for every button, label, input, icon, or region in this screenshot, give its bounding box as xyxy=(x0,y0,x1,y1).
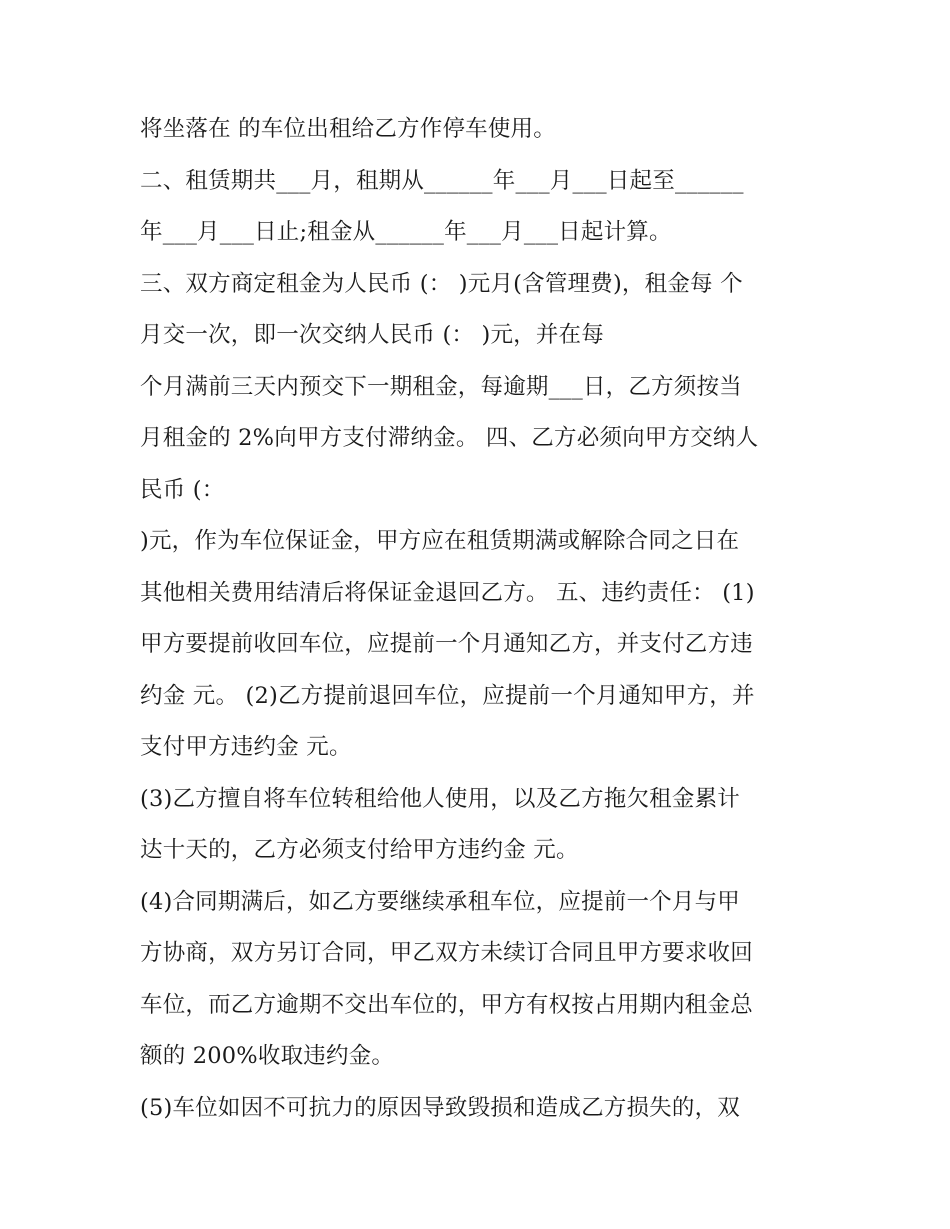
text-line: 个月满前三天内预交下一期租金，每逾期___日，乙方须按当 xyxy=(140,373,742,400)
text-line: 月租金的 2%向甲方支付滞纳金。 四、乙方必须向甲方交纳人 xyxy=(140,425,759,451)
text-line: 方协商，双方另订合同，甲乙双方未续订合同且甲方要求收回 xyxy=(140,940,753,966)
text-line: )元，作为车位保证金，甲方应在租赁期满或解除合同之日在 xyxy=(140,528,740,554)
text-line: 三、双方商定租金为人民币 (： )元月(含管理费)，租金每 个 xyxy=(140,270,743,297)
text-line: 约金 元。 (2)乙方提前退回车位，应提前一个月通知甲方，并 xyxy=(140,682,755,709)
contract-text xyxy=(140,107,830,1137)
text-line: 月交一次，即一次交纳人民币 (： )元，并在每 xyxy=(140,322,604,348)
text-line: 其他相关费用结清后将保证金退回乙方。 五、违约责任： (1) xyxy=(140,579,755,606)
text-line: 将坐落在 的车位出租给乙方作停车使用。 xyxy=(140,116,556,142)
text-line: (3)乙方擅自将车位转租给他人使用，以及乙方拖欠租金累计 xyxy=(140,785,740,812)
text-line: 年___月___日止;租金从______年___月___日起计算。 xyxy=(140,219,672,245)
text-line: 民币 (： xyxy=(140,476,225,503)
text-line: 车位，而乙方逾期不交出车位的，甲方有权按占用期内租金总 xyxy=(140,991,753,1018)
text-line: 达十天的，乙方必须支付给甲方违约金 元。 xyxy=(140,837,579,863)
text-line: (5)车位如因不可抗力的原因导致毁损和造成乙方损失的，双 xyxy=(140,1094,740,1121)
text-line: 甲方要提前收回车位，应提前一个月通知乙方，并支付乙方违 xyxy=(140,631,753,657)
text-line: (4)合同期满后，如乙方要继续承租车位，应提前一个月与甲 xyxy=(140,888,740,915)
text-line: 二、租赁期共___月，租期从______年___月___日起至______ xyxy=(140,167,744,194)
text-line: 支付甲方违约金 元。 xyxy=(140,734,352,760)
text-line: 额的 200%收取违约金。 xyxy=(140,1043,395,1069)
